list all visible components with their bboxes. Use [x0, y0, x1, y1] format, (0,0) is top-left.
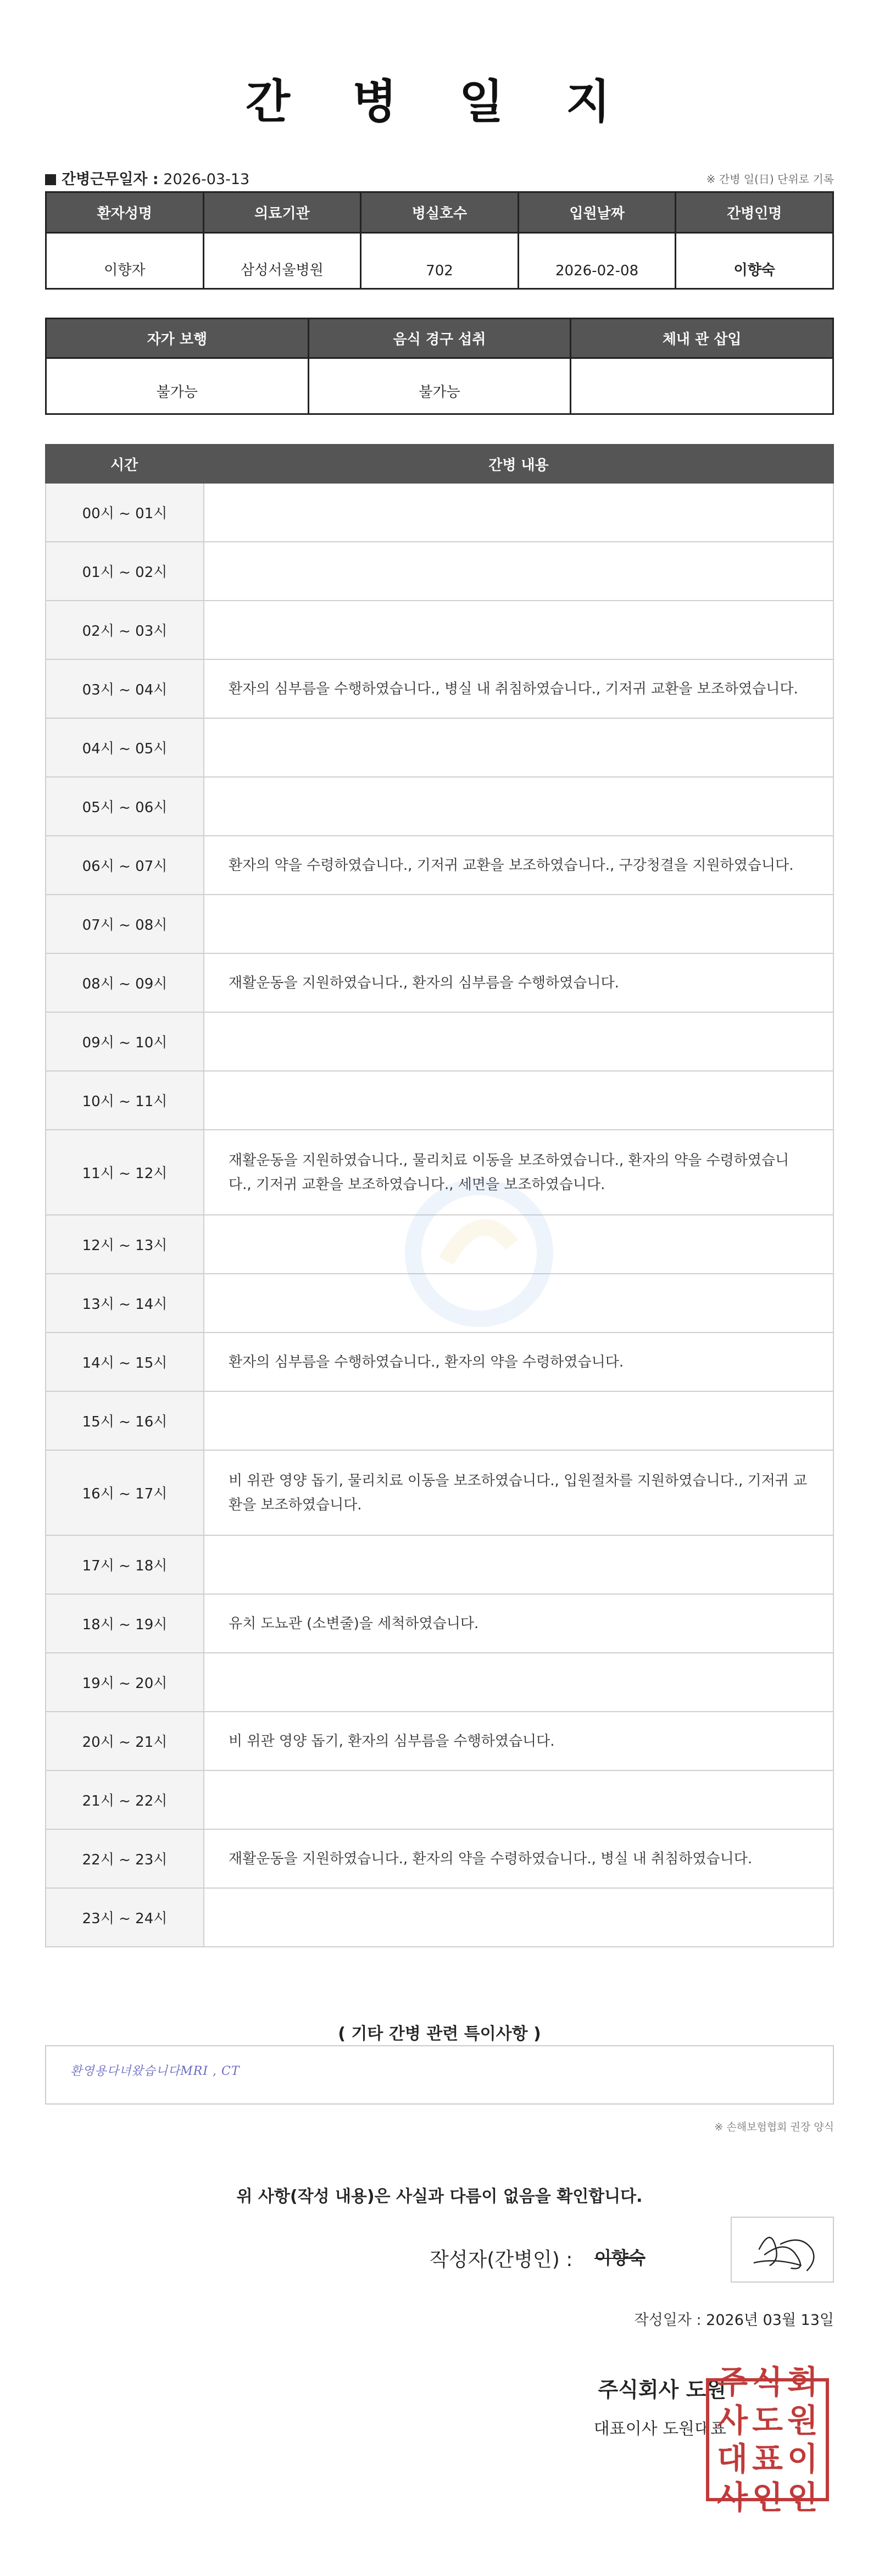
care-log-row: [45, 778, 834, 836]
log-time-cell: 18시 ~ 19시: [46, 1595, 204, 1652]
log-content-cell: [204, 542, 833, 600]
square-bullet-icon: [45, 174, 56, 185]
log-content-cell: 재활운동을 지원하였습니다., 물리치료 이동을 보조하였습니다., 환자의 약을 수령하였습니다., 기저귀 교환을 보조하였습니다., 세면을 보조하였습니다.: [229, 1152, 789, 1193]
log-time-cell: 13시 ~ 14시: [46, 1274, 204, 1332]
ability-header-row: [46, 319, 833, 358]
patient-info-table: [45, 191, 834, 290]
company-seal-icon: [706, 2363, 829, 2516]
care-log-row: [45, 1013, 834, 1072]
log-time-cell: 19시 ~ 20시: [46, 1653, 204, 1711]
header-self-walking: 자가 보행: [46, 319, 309, 358]
log-time-cell: 22시 ~ 23시: [46, 1830, 204, 1887]
log-content-cell: 환자의 심부름을 수행하였습니다., 환자의 약을 수령하였습니다.: [229, 1353, 624, 1370]
care-log-row: [45, 1595, 834, 1653]
company-representative: 대표이사 도원대표: [593, 2419, 726, 2439]
log-content-cell: 환자의 심부름을 수행하였습니다., 병실 내 취침하였습니다., 기저귀 교환을 보조하였습니다.: [229, 680, 798, 697]
seal-character: 식: [752, 2363, 783, 2401]
value-patient-name: 이향자: [46, 233, 204, 289]
care-log-row: [45, 542, 834, 601]
log-time-cell: 04시 ~ 05시: [46, 719, 204, 776]
header-caregiver-name: 간병인명: [676, 192, 833, 233]
seal-character: 원: [787, 2402, 819, 2439]
care-log-row: [45, 1712, 834, 1771]
value-self-walking: 불가능: [46, 358, 309, 414]
patient-info-header-row: [46, 192, 833, 233]
care-log-row: [45, 1536, 834, 1595]
log-time-cell: 10시 ~ 11시: [46, 1072, 204, 1129]
seal-character: 대: [716, 2440, 748, 2478]
log-content-cell: 재활운동을 지원하였습니다., 환자의 약을 수령하였습니다., 병실 내 취침하였습니다.: [229, 1850, 753, 1867]
company-name: 주식회사 도원: [598, 2378, 726, 2402]
seal-character: 인: [752, 2479, 783, 2516]
writer-section: [45, 2217, 834, 2283]
care-log-row: [45, 1072, 834, 1130]
work-date: [45, 167, 249, 188]
log-time-cell: 06시 ~ 07시: [46, 836, 204, 894]
seal-character: 표: [752, 2440, 783, 2478]
log-time-cell: 07시 ~ 08시: [46, 895, 204, 953]
log-time-cell: 03시 ~ 04시: [46, 660, 204, 718]
log-time-cell: 02시 ~ 03시: [46, 601, 204, 659]
care-log-row: [45, 484, 834, 542]
seal-character: 이: [787, 2440, 819, 2478]
writer-label: 작성자(간병인) :: [430, 2249, 573, 2271]
value-admission-date: 2026-02-08: [518, 233, 676, 289]
written-date: [635, 2308, 834, 2329]
care-log-row: [45, 660, 834, 719]
work-date-value: 2026-03-13: [163, 171, 250, 188]
log-time-cell: 23시 ~ 24시: [46, 1889, 204, 1946]
log-content-cell: 비 위관 영양 돕기, 환자의 심부름을 수행하였습니다.: [229, 1733, 555, 1750]
care-log-row: [45, 1771, 834, 1830]
care-log-row: [45, 601, 834, 660]
work-date-label: 간병근무일자 :: [62, 171, 159, 188]
seal-character: 주: [716, 2363, 748, 2401]
value-room: 702: [361, 233, 519, 289]
care-log-row: [45, 1333, 834, 1392]
log-time-cell: 14시 ~ 15시: [46, 1333, 204, 1391]
log-content-cell: [204, 1013, 833, 1070]
header-time: 시간: [110, 457, 138, 474]
patient-info-value-row: [46, 233, 833, 289]
value-hospital: 삼성서울병원: [203, 233, 361, 289]
care-log-row: [45, 1392, 834, 1451]
unit-note: ※ 간병 일(日) 단위로 기록: [706, 173, 834, 186]
special-notes-handwritten: 환영용다녀왔습니다MRI , CT: [70, 2064, 240, 2078]
log-content-cell: [204, 1536, 833, 1594]
seal-character: 사: [716, 2402, 748, 2439]
value-caregiver-name: 이향숙: [676, 233, 833, 289]
company-block: [528, 2373, 726, 2439]
care-log-row: [45, 836, 834, 895]
log-time-cell: 09시 ~ 10시: [46, 1013, 204, 1070]
special-notes-box: [45, 2045, 834, 2105]
care-log-row: [45, 1451, 834, 1536]
log-time-cell: 17시 ~ 18시: [46, 1536, 204, 1594]
signature-image: [731, 2217, 834, 2283]
log-time-cell: 01시 ~ 02시: [46, 542, 204, 600]
seal-character: 사: [716, 2479, 748, 2516]
header-room: 병실호수: [361, 192, 519, 233]
special-notes-title: ( 기타 간병 관련 특이사항 ): [338, 2024, 541, 2044]
log-content-cell: [204, 1392, 833, 1450]
care-log-row: [45, 1653, 834, 1712]
log-time-cell: 11시 ~ 12시: [46, 1130, 204, 1214]
log-time-cell: 12시 ~ 13시: [46, 1215, 204, 1273]
patient-ability-table: [45, 318, 834, 415]
document-title: 간 병 일 지: [245, 75, 634, 129]
care-log-row: [45, 954, 834, 1013]
log-content-cell: [204, 1771, 833, 1829]
log-content-cell: [204, 895, 833, 953]
log-content-cell: 환자의 약을 수령하였습니다., 기저귀 교환을 보조하였습니다., 구강청결을 지원하였습니다.: [229, 857, 794, 874]
log-content-cell: 비 위관 영양 돕기, 물리치료 이동을 보조하였습니다., 입원절차를 지원하였습니다., 기저귀 교환을 보조하였습니다.: [229, 1472, 808, 1513]
log-content-cell: [204, 601, 833, 659]
log-time-cell: 21시 ~ 22시: [46, 1771, 204, 1829]
care-log-row: [45, 1830, 834, 1889]
seal-character: 도: [752, 2402, 783, 2439]
log-time-cell: 20시 ~ 21시: [46, 1712, 204, 1770]
care-log-header: [45, 444, 834, 484]
log-time-cell: 15시 ~ 16시: [46, 1392, 204, 1450]
header-tube-insertion: 체내 관 삽입: [571, 319, 833, 358]
log-content-cell: [204, 484, 833, 541]
log-content-cell: [204, 778, 833, 835]
log-time-cell: 00시 ~ 01시: [46, 484, 204, 541]
log-content-cell: [204, 719, 833, 776]
header-admission-date: 입원날짜: [518, 192, 676, 233]
written-date-value: 2026년 03월 13일: [706, 2312, 834, 2329]
log-content-cell: 재활운동을 지원하였습니다., 환자의 심부름을 수행하였습니다.: [229, 974, 619, 991]
seal-character: 회: [787, 2363, 819, 2401]
written-date-label: 작성일자 :: [634, 2312, 702, 2329]
meta-row: [45, 167, 834, 188]
header-care-content: 간병 내용: [488, 457, 549, 474]
care-log-row: [45, 895, 834, 954]
value-tube-insertion: [571, 358, 833, 414]
header-patient-name: 환자성명: [46, 192, 204, 233]
header-oral-intake: 음식 경구 섭취: [308, 319, 571, 358]
watermark-logo-icon: [397, 1170, 561, 1335]
seal-character: 인: [787, 2479, 819, 2516]
writer-name: 이향숙: [594, 2247, 646, 2268]
log-time-cell: 16시 ~ 17시: [46, 1451, 204, 1535]
confirmation-statement: 위 사항(작성 내용)은 사실과 다름이 없음을 확인합니다.: [236, 2187, 643, 2206]
care-log-row: [45, 719, 834, 778]
log-time-cell: 05시 ~ 06시: [46, 778, 204, 835]
log-content-cell: [204, 1653, 833, 1711]
log-content-cell: 유치 도뇨관 (소변줄)을 세척하였습니다.: [229, 1615, 479, 1632]
log-time-cell: 08시 ~ 09시: [46, 954, 204, 1012]
ability-value-row: [46, 358, 833, 414]
log-content-cell: [204, 1072, 833, 1129]
value-oral-intake: 불가능: [308, 358, 571, 414]
care-log-row: [45, 1889, 834, 1947]
header-hospital: 의료기관: [203, 192, 361, 233]
log-content-cell: [204, 1889, 833, 1946]
form-source-note: ※ 손해보험협회 권장 양식: [714, 2121, 834, 2133]
